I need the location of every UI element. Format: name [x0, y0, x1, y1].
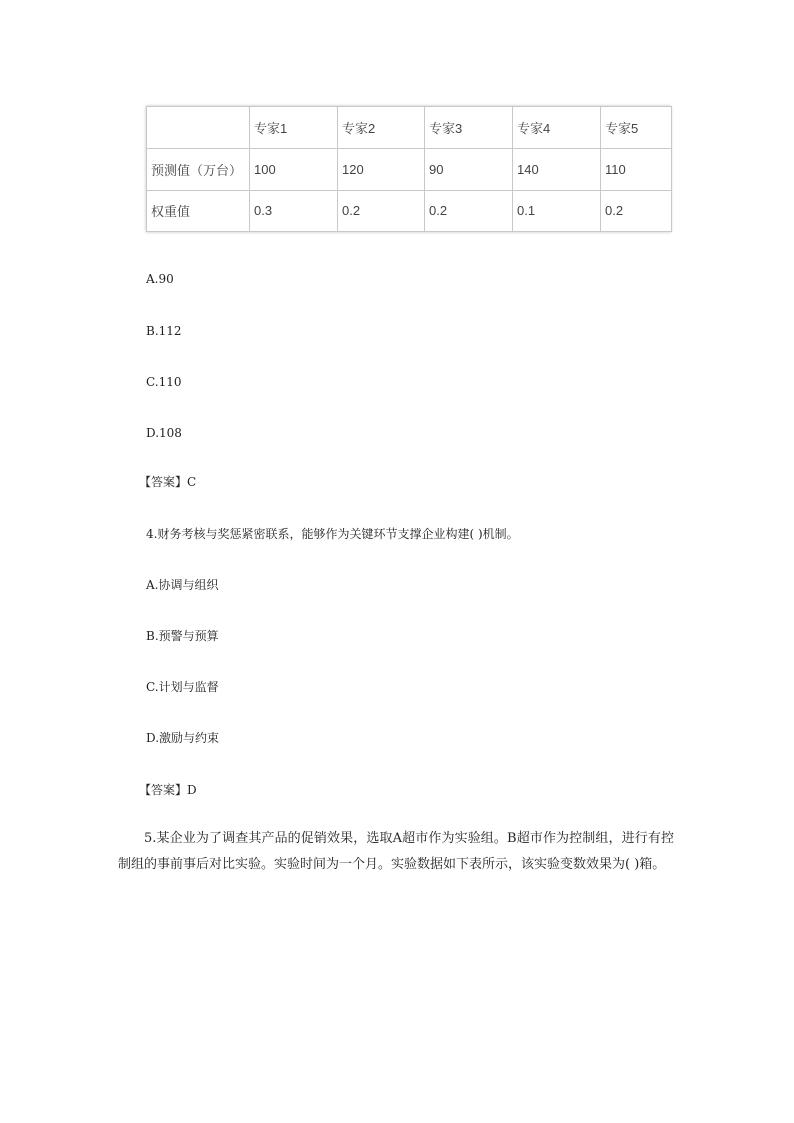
table-cell: 90 — [425, 149, 513, 190]
q4-question: 4.财务考核与奖惩紧密联系，能够作为关键环节支撑企业构建( )机制。 — [146, 527, 519, 541]
table-cell: 0.2 — [601, 190, 672, 231]
table-header-cell: 专家4 — [513, 107, 601, 149]
q4-option-a: A.协调与组织 — [146, 578, 219, 592]
q3-option-b: B.112 — [146, 324, 182, 338]
expert-forecast-table — [146, 106, 672, 232]
q4-option-d: D.激励与约束 — [146, 731, 220, 745]
table-cell: 0.2 — [338, 190, 425, 231]
table-cell: 0.1 — [513, 190, 601, 231]
q5-question: 5.某企业为了调查其产品的促销效果，选取A超市作为实验组。B超市作为控制组，进行有控制组的事前事后对比实验。实验时间为一个月。实验数据如下表所示，该实验变数效果为( )箱。 — [118, 831, 674, 872]
table-cell: 0.2 — [425, 190, 513, 231]
table-header-cell — [147, 107, 250, 149]
table-row — [147, 190, 672, 231]
table-row — [147, 149, 672, 190]
table-header-row — [147, 107, 672, 149]
q4-option-c: C.计划与监督 — [146, 680, 219, 694]
table-header-cell: 专家3 — [425, 107, 513, 149]
table-cell: 权重值 — [147, 190, 250, 231]
q3-option-c: C.110 — [146, 375, 182, 389]
table-cell: 100 — [250, 149, 338, 190]
expert-forecast-table-container — [146, 106, 671, 232]
q3-option-d: D.108 — [146, 426, 182, 440]
table-cell: 110 — [601, 149, 672, 190]
table-cell: 预测值（万台） — [147, 149, 250, 190]
q3-answer: 【答案】C — [139, 475, 197, 489]
table-cell: 140 — [513, 149, 601, 190]
q3-option-a: A.90 — [146, 272, 174, 286]
q4-answer: 【答案】D — [139, 783, 197, 797]
table-cell: 120 — [338, 149, 425, 190]
table-header-cell: 专家2 — [338, 107, 425, 149]
table-header-cell: 专家1 — [250, 107, 338, 149]
table-cell: 0.3 — [250, 190, 338, 231]
table-header-cell: 专家5 — [601, 107, 672, 149]
q4-option-b: B.预警与预算 — [146, 629, 219, 643]
